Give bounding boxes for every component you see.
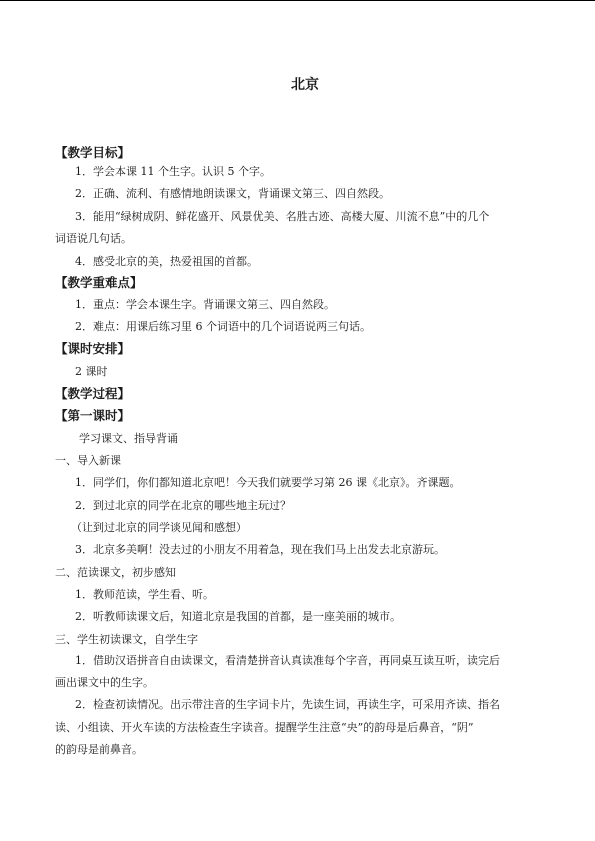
text-line: 的韵母是前鼻音。 <box>55 743 143 756</box>
section-heading: 【课时安排】 <box>55 341 131 356</box>
text-line: 2．到过北京的同学在北京的哪些地主玩过？ <box>75 499 291 512</box>
text-line: 3．能用“绿树成阴、鲜花盛开、风景优美、名胜古迹、高楼大厦、川流不息”中的几个 <box>75 210 490 223</box>
text-line: 学习课文、指导背诵 <box>79 432 178 445</box>
text-line: 1．借助汉语拼音自由读课文，看清楚拼音认真读准每个字音，再同桌互读互听，读完后 <box>75 654 500 667</box>
text-line: 1．同学们，你们都知道北京吧！今天我们就要学习第 26 课《北京》。齐课题。 <box>75 476 461 489</box>
text-line: 画出课文中的生字。 <box>55 676 154 689</box>
text-line: 1．学会本课 11 个生字。认识 5 个字。 <box>75 165 271 178</box>
section-heading: 【教学目标】 <box>55 145 131 160</box>
text-line: 3．北京多美啊！没去过的小朋友不用着急，现在我们马上出发去北京游玩。 <box>75 543 445 556</box>
page-title: 北京 <box>291 77 319 93</box>
section-heading: 【第一课时】 <box>55 408 131 423</box>
section-heading: 【教学过程】 <box>55 386 131 401</box>
text-line: 1．教师范读，学生看、听。 <box>75 588 214 601</box>
text-line: 读、小组读、开火车读的方法检查生字读音。提醒学生注意“央”的韵母是后鼻音，“阴” <box>55 721 474 734</box>
top-rule <box>0 0 595 1</box>
text-line: （让到过北京的同学谈见闻和感想） <box>71 521 247 534</box>
text-line: 2．正确、流利、有感情地朗读课文，背诵课文第三、四自然段。 <box>75 187 390 200</box>
text-line: 4．感受北京的美，热爱祖国的首都。 <box>75 255 258 268</box>
text-line: 2．检查初读情况。出示带注音的生字词卡片，先读生词，再读生字，可采用齐读、指名 <box>75 698 500 711</box>
text-line: 2 课时 <box>75 365 108 378</box>
text-line: 2．难点：用课后练习里 6 个词语中的几个词语说两三句话。 <box>75 320 371 333</box>
text-line: 一、导入新课 <box>55 454 121 467</box>
section-heading: 【教学重难点】 <box>55 275 143 290</box>
text-line: 2．听教师读课文后，知道北京是我国的首都，是一座美丽的城市。 <box>75 610 401 623</box>
text-line: 1．重点：学会本课生字。背诵课文第三、四自然段。 <box>75 298 335 311</box>
text-line: 二、范读课文，初步感知 <box>55 566 176 579</box>
text-line: 词语说几句话。 <box>55 232 132 245</box>
text-line: 三、学生初读课文，自学生字 <box>55 633 198 646</box>
